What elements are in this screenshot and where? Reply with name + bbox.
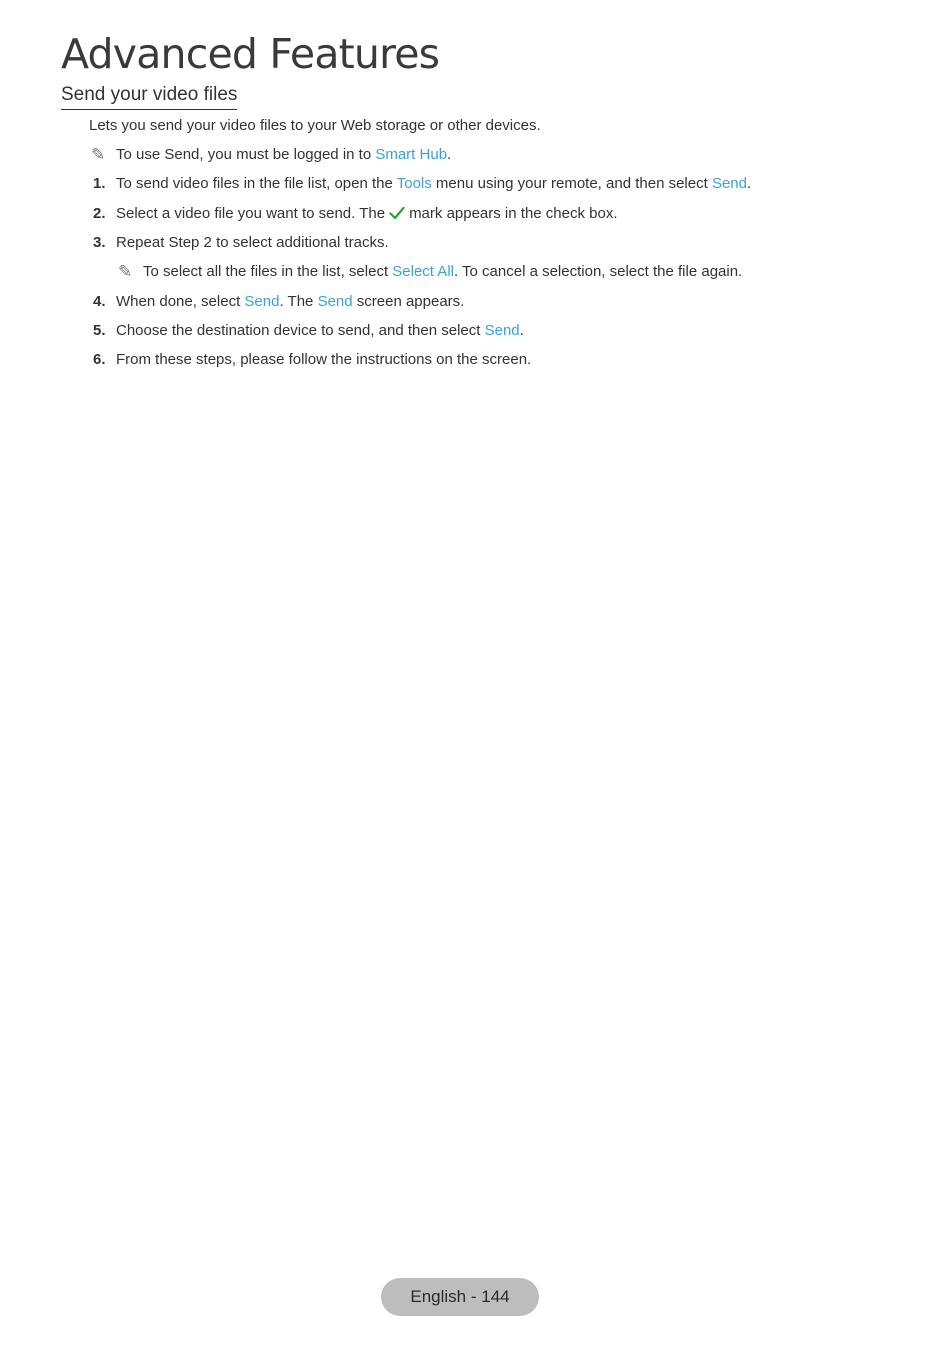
step-number-2: 2. (93, 205, 106, 222)
step-5 (116, 321, 524, 341)
step-4 (116, 292, 464, 312)
send-link[interactable]: Send (244, 293, 280, 310)
step-4-text: When done, select (116, 293, 245, 310)
step-1-text-3: . (746, 175, 752, 192)
step-number-5: 5. (93, 322, 106, 339)
step-5-text-2: . (519, 322, 524, 339)
send-screen-link[interactable]: Send (317, 293, 353, 310)
step-3: Repeat Step 2 to select additional tracks. (116, 234, 389, 251)
note-select-all (143, 262, 742, 282)
send-link[interactable]: Send (484, 322, 520, 339)
note-login (116, 145, 451, 165)
note-login-text: To use Send, you must be logged in to (116, 146, 376, 163)
select-all-link[interactable]: Select All (392, 263, 454, 280)
tools-link[interactable]: Tools (396, 175, 432, 192)
step-4-text-2: . The (279, 293, 318, 310)
step-number-1: 1. (93, 175, 106, 192)
note-login-suffix: . (447, 146, 452, 163)
step-number-6: 6. (93, 351, 106, 368)
send-link[interactable]: Send (711, 175, 747, 192)
intro-text: Lets you send your video files to your Web storage or other devices. (89, 117, 541, 134)
step-2 (116, 204, 618, 224)
note-select-all-text: To select all the files in the list, select (143, 263, 393, 280)
smart-hub-link[interactable]: Smart Hub (375, 146, 448, 163)
pencil-note-icon: ✎ (118, 262, 133, 281)
step-4-text-3: screen appears. (352, 293, 465, 310)
step-2-text: Select a video file you want to send. The (116, 205, 386, 222)
section-heading: Send your video files (61, 83, 237, 110)
step-2-text-2: mark appears in the check box. (409, 205, 618, 222)
step-1-text: To send video files in the file list, open the (116, 175, 397, 192)
page-number-badge: English - 144 (381, 1278, 539, 1316)
step-6: From these steps, please follow the instructions on the screen. (116, 351, 532, 368)
page-title: Advanced Features (61, 30, 440, 78)
check-mark-icon (389, 206, 405, 220)
step-number-3: 3. (93, 234, 106, 251)
step-1-text-2: menu using your remote, and then select (431, 175, 712, 192)
step-5-text: Choose the destination device to send, and then select (116, 322, 485, 339)
pencil-note-icon: ✎ (91, 145, 106, 164)
step-1 (116, 174, 751, 194)
step-number-4: 4. (93, 293, 106, 310)
note-select-all-suffix: . To cancel a selection, select the file again. (453, 263, 743, 280)
